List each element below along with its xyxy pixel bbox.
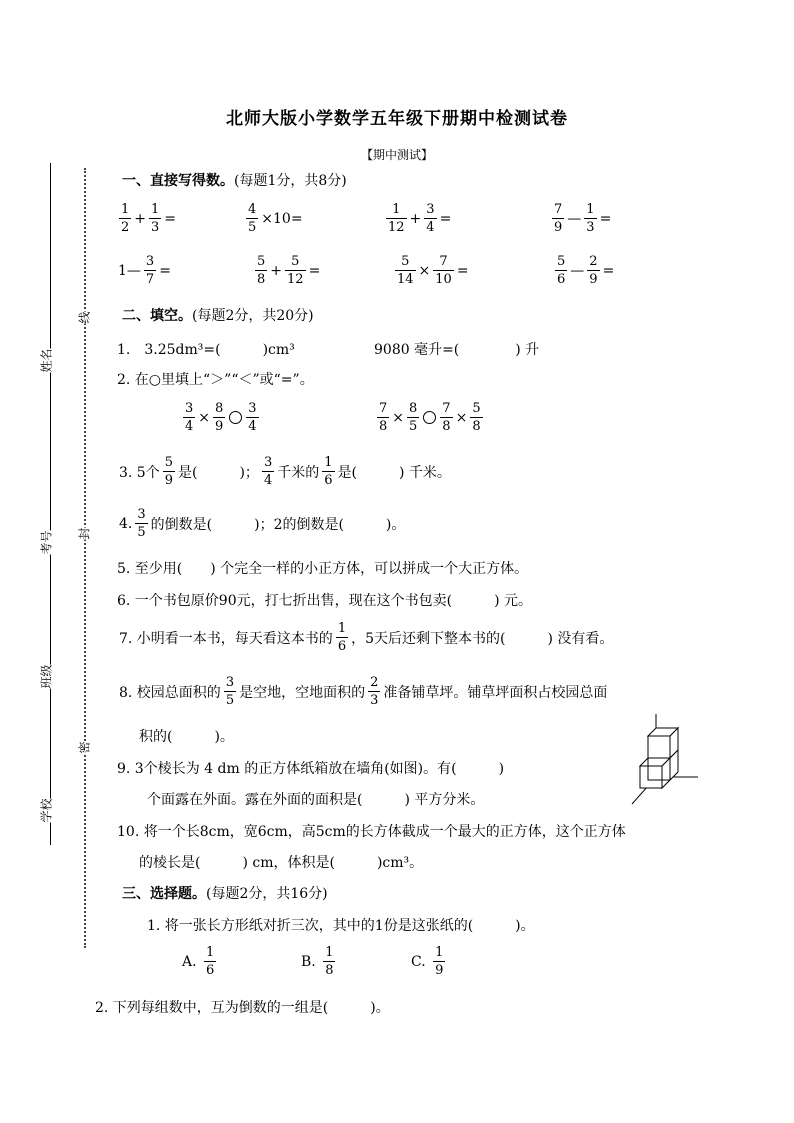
fraction: $\frac{5}{8}$ xyxy=(257,254,266,287)
fill-q9: 9. 3个棱长为 4 dm 的正方体纸箱放在墙角(如图)。有( ) xyxy=(117,761,505,777)
fill-q2-instruction: 2. 在○里填上“＞”“＜”或“=”。 xyxy=(117,372,314,388)
fraction: $\frac{3}{4}$ xyxy=(263,455,273,488)
text-segment: 的倒数是( )；2的倒数是( )。 xyxy=(150,516,406,533)
label-class: 班级 xyxy=(36,664,57,688)
option-c-label: C. xyxy=(411,953,426,970)
fraction: $\frac{7}{8}$ xyxy=(442,401,451,434)
calc-item-8 xyxy=(554,255,616,286)
choice-q1-option-c xyxy=(409,946,446,977)
calc-item-5 xyxy=(116,255,173,286)
page-subtitle: 【期中测试】 xyxy=(360,148,433,162)
fraction: $\frac{3}{5}$ xyxy=(225,675,235,708)
fill-q10: 10. 将一个长8cm，宽6cm，高5cm的长方体截成一个最大的正方体，这个正方体 xyxy=(117,824,626,840)
calc-item-1 xyxy=(118,203,178,234)
fill-q7 xyxy=(117,622,615,653)
text-segment: = xyxy=(159,262,171,279)
text-segment: × xyxy=(455,409,468,426)
text-segment: = xyxy=(308,262,321,279)
fill-q2-compare-b xyxy=(376,402,484,433)
calc-item-7 xyxy=(394,255,471,286)
fraction: $\frac{5}{9}$ xyxy=(164,455,173,488)
fraction: $\frac{3}{5}$ xyxy=(137,507,146,540)
fraction: $\frac{1}{12}$ xyxy=(388,202,405,235)
text-segment: 4. xyxy=(119,515,133,532)
fill-q1-volume: 1. 3.25dm³=( )cm³ xyxy=(117,342,295,358)
calc-item-3 xyxy=(385,203,453,234)
choice-q2: 2. 下列每组数中，互为倒数的一组是( )。 xyxy=(95,1000,390,1016)
fraction: $\frac{1}{6}$ xyxy=(337,621,347,654)
section3-heading: 三、选择题。(每题2分，共16分) xyxy=(122,886,328,902)
option-b-fraction: $\frac{1}{8}$ xyxy=(325,945,334,978)
text-segment: 3. 5个 xyxy=(119,464,160,481)
text-segment: = xyxy=(456,262,469,279)
text-segment: + xyxy=(270,262,283,279)
fraction: $\frac{4}{5}$ xyxy=(248,202,257,235)
fraction: $\frac{1}{3}$ xyxy=(586,202,595,235)
fill-q1-liters: 9080 毫升=( ) 升 xyxy=(374,342,540,358)
fraction: $\frac{1}{6}$ xyxy=(324,455,333,488)
text-segment: — xyxy=(567,210,582,227)
text-segment: 是( ) 千米。 xyxy=(337,464,451,481)
fraction: $\frac{7}{8}$ xyxy=(379,401,388,434)
label-name: 姓名 xyxy=(36,348,57,372)
fraction: $\frac{5}{8}$ xyxy=(472,401,481,434)
text-segment: × xyxy=(198,409,211,426)
fill-q8-continued: 积的( )。 xyxy=(139,729,234,745)
text-segment: × xyxy=(392,409,405,426)
text-segment: ，5天后还剩下整本书的( ) 没有看。 xyxy=(351,630,614,647)
text-segment: ×10= xyxy=(261,210,303,227)
compare-circle xyxy=(229,411,242,424)
fraction: $\frac{3}{4}$ xyxy=(248,401,257,434)
choice-q1-option-b xyxy=(299,946,336,977)
text-segment: 准备铺草坪。铺草坪面积占校园总面 xyxy=(383,684,608,701)
text-segment: 是空地，空地面积的 xyxy=(239,684,366,701)
choice-q1: 1. 将一张长方形纸对折三次，其中的1份是这张纸的( )。 xyxy=(147,918,535,934)
calc-item-2 xyxy=(245,203,305,234)
fill-q4 xyxy=(117,508,407,539)
option-a-fraction: $\frac{1}{6}$ xyxy=(206,945,215,978)
compare-circle xyxy=(423,411,436,424)
fraction: $\frac{2}{9}$ xyxy=(589,254,598,287)
text-segment: + xyxy=(134,210,147,227)
text-segment: = xyxy=(599,210,612,227)
text-segment: — xyxy=(570,262,585,279)
fraction: $\frac{5}{6}$ xyxy=(557,254,566,287)
fill-q9-continued: 个面露在外面。露在外面的面积是( ) 平方分米。 xyxy=(147,792,485,808)
text-segment: × xyxy=(418,262,431,279)
label-school: 学校 xyxy=(36,798,57,822)
section2-heading: 二、填空。(每题2分，共20分) xyxy=(122,308,314,324)
fraction: $\frac{7}{10}$ xyxy=(435,254,452,287)
fraction: $\frac{2}{3}$ xyxy=(370,675,379,708)
fraction: $\frac{3}{7}$ xyxy=(145,254,155,287)
calc-item-4 xyxy=(551,203,613,234)
text-segment: = xyxy=(439,210,452,227)
fraction: $\frac{1}{2}$ xyxy=(121,202,130,235)
label-exam-number: 考号 xyxy=(36,530,57,554)
choice-q1-option-a xyxy=(180,946,217,977)
text-segment: 8. 校园总面积的 xyxy=(119,684,221,701)
page-title: 北师大版小学数学五年级下册期中检测试卷 xyxy=(226,109,568,129)
text-segment: + xyxy=(409,210,422,227)
seal-word-secret: 密 xyxy=(73,741,96,753)
cubes-in-corner-figure xyxy=(628,712,700,808)
option-a-label: A. xyxy=(182,953,197,970)
text-segment: 1— xyxy=(118,262,141,279)
fraction: $\frac{7}{9}$ xyxy=(554,202,563,235)
fraction: $\frac{1}{3}$ xyxy=(151,202,160,235)
dotted-cut-line xyxy=(84,168,86,948)
text-segment: = xyxy=(602,262,615,279)
fill-q5: 5. 至少用( ) 个完全一样的小正方体，可以拼成一个大正方体。 xyxy=(117,561,529,577)
text-segment: 7. 小明看一本书，每天看这本书的 xyxy=(119,630,333,647)
text-segment: 千米的 xyxy=(277,464,320,481)
option-c-fraction: $\frac{1}{9}$ xyxy=(435,945,444,978)
fraction: $\frac{8}{9}$ xyxy=(215,401,224,434)
fraction: $\frac{5}{12}$ xyxy=(287,254,304,287)
section1-heading: 一、直接写得数。(每题1分，共8分) xyxy=(122,173,347,189)
fill-q8 xyxy=(117,676,609,707)
fraction: $\frac{3}{4}$ xyxy=(426,202,435,235)
binding-line xyxy=(50,163,51,845)
text-segment: = xyxy=(164,210,177,227)
fill-q10-continued: 的棱长是( ) cm，体积是( )cm³。 xyxy=(139,855,424,871)
seal-word-line: 线 xyxy=(73,311,96,323)
option-b-label: B. xyxy=(301,953,316,970)
text-segment: 是( )； xyxy=(178,464,259,481)
fill-q6: 6. 一个书包原价90元，打七折出售，现在这个书包卖( ) 元。 xyxy=(117,593,532,609)
fraction: $\frac{8}{5}$ xyxy=(409,401,418,434)
fraction: $\frac{5}{14}$ xyxy=(397,254,414,287)
fraction: $\frac{3}{4}$ xyxy=(185,401,194,434)
calc-item-6 xyxy=(254,255,322,286)
seal-word-seal: 封 xyxy=(73,527,96,539)
fill-q3 xyxy=(117,456,453,487)
fill-q2-compare-a xyxy=(182,402,260,433)
